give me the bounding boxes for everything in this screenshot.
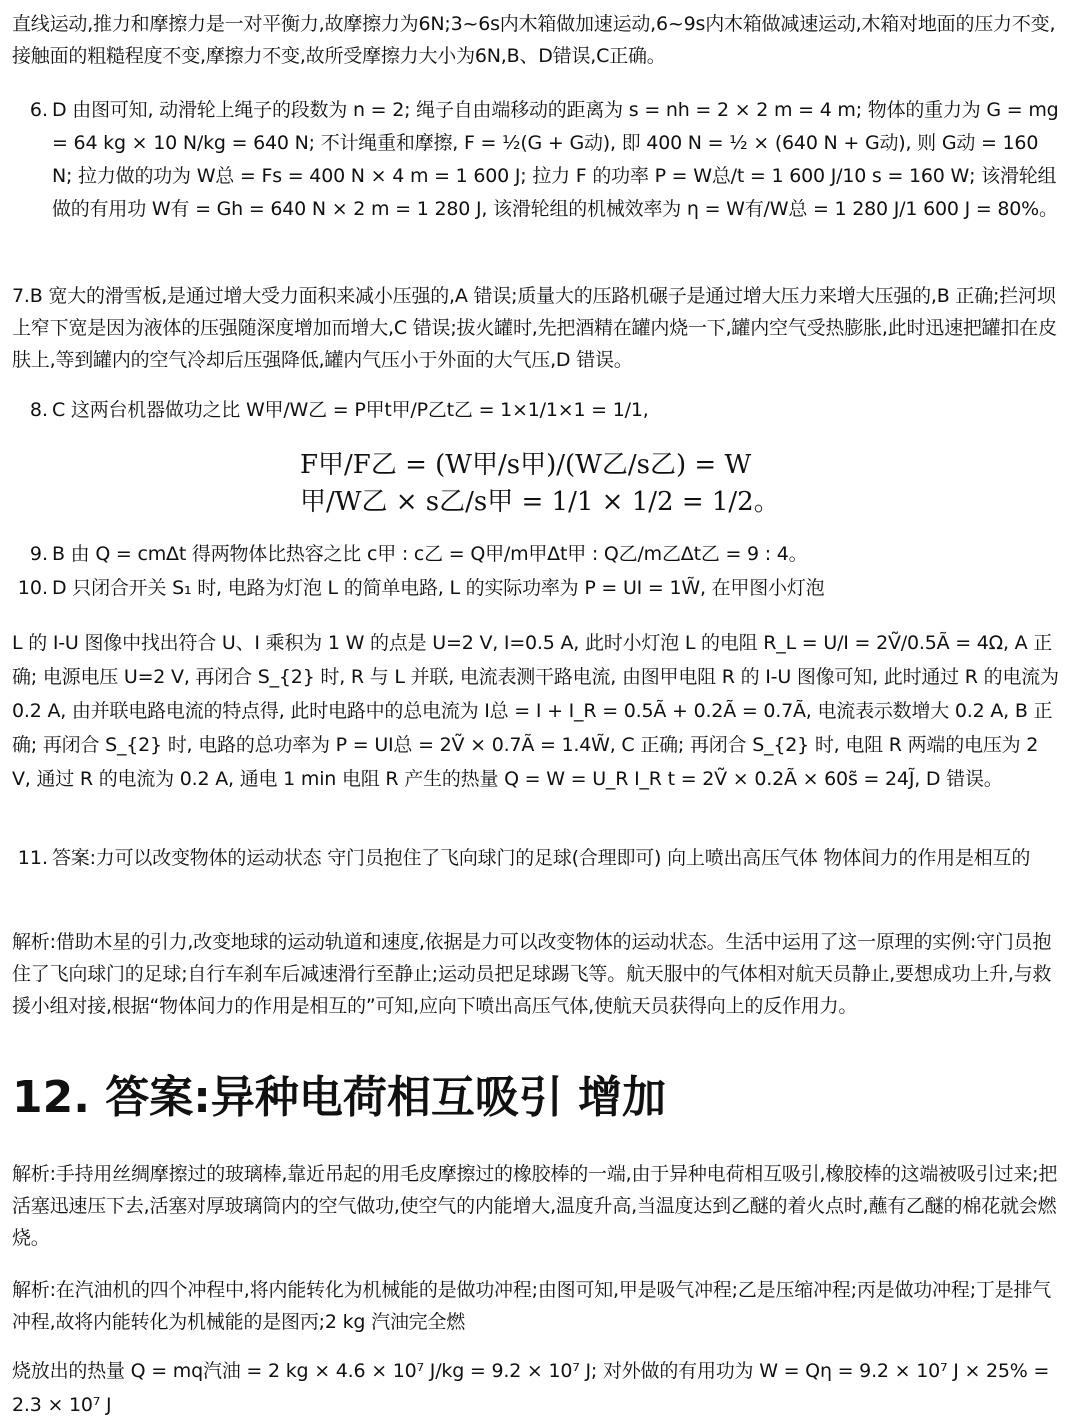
answer-8-work-ratio: C 这两台机器做功之比 W甲/W乙 = P甲t甲/P乙t乙 = 1×1/1×1 = 1/1, — [52, 399, 649, 421]
analysis-11: 解析:借助木星的引力,改变地球的运动轨道和速度,依据是力可以改变物体的运动状态。生活中运用了这一原理的实例:守门员抱住了飞向球门的足球;自行车刹车后减速滑行至静止;运动员把足球踢飞等。航天服中的气体相对航天员静止,要想成功上升,与救援小组对接,根据“物体间力的作用是相互的”可知,应向下喷出高压气体,使航天员获得向上的反作用力。 — [12, 931, 1052, 1017]
answer-11: 答案:力可以改变物体的运动状态 守门员抱住了飞向球门的足球(合理即可) 向上喷出高压气体 物体间力的作用是相互的 — [52, 847, 1031, 869]
item-number-10: 10. — [17, 577, 48, 599]
item-number-8: 8. — [29, 399, 48, 421]
item-number-6: 6. — [29, 99, 48, 121]
item-number-11: 11. — [17, 847, 48, 869]
paragraph-friction: 直线运动,推力和摩擦力是一对平衡力,故摩擦力为6N;3~6s内木箱做加速运动,6~9s内木箱做减速运动,木箱对地面的压力不变,接触面的粗糙程度不变,摩擦力不变,故所受摩擦力大小为6N,B、D错误,C正确。 — [12, 13, 1056, 67]
analysis-12: 解析:手持用丝绸摩擦过的玻璃棒,靠近吊起的用毛皮摩擦过的橡胶棒的一端,由于异种电荷相互吸引,橡胶棒的这端被吸引过来;把活塞迅速压下去,活塞对厚玻璃筒内的空气做功,使空气的内能增大,温度升高,当温度达到乙醚的着火点时,蘸有乙醚的棉花就会燃烧。 — [12, 1163, 1058, 1249]
answer-7-pressure: 7.B 宽大的滑雪板,是通过增大受力面积来减小压强的,A 错误;质量大的压路机碾子是通过增大压力来增大压强的,B 正确;拦河坝上窄下宽是因为液体的压强随深度增加而增大,C 错误;拔火罐时,先把酒精在罐内烧一下,罐内空气受热膨胀,此时迅速把罐扣在皮肤上,等到罐内的空气冷却后压强降低,罐内气压小于外面的大气压,D 错误。 — [12, 285, 1057, 371]
answer-10-circuit: D 只闭合开关 S₁ 时, 电路为灯泡 L 的简单电路, L 的实际功率为 P = UI = 1W̃, 在甲图小灯泡 — [52, 577, 825, 599]
paragraph-heat-calculation: 烧放出的热量 Q = mq汽油 = 2 kg × 4.6 × 10⁷ J/kg = 9.2 × 10⁷ J; 对外做的有用功为 W = Qη = 9.2 × 10⁷ J × 25% = 2.3 × 10⁷ J — [12, 1360, 1050, 1416]
item-number-9: 9. — [29, 543, 48, 565]
analysis-13: 解析:在汽油机的四个冲程中,将内能转化为机械能的是做功冲程;由图可知,甲是吸气冲程;乙是压缩冲程;丙是做功冲程;丁是排气冲程,故将内能转化为机械能的是图丙;2 kg 汽油完全燃 — [12, 1279, 1052, 1333]
answer-9-specific-heat: B 由 Q = cmΔt 得两物体比热容之比 c甲 : c乙 = Q甲/m甲Δt甲 : Q乙/m乙Δt乙 = 9 : 4。 — [52, 543, 808, 565]
answer-6-pulley: D 由图可知, 动滑轮上绳子的段数为 n = 2; 绳子自由端移动的距离为 s = nh = 2 × 2 m = 4 m; 物体的重力为 G = mg = 64 kg × 10 N/kg = 640 N; 不计绳重和摩擦, F = ½(G + G动), 即 400 N = ½ × (640 N + G动), 则 G动 = 160 N; 拉力做的功为 W总 = Fs = 400 N × 4 m = 1 600 J; 拉力 F 的功率 P = W总/t = 1 600 J/10 s = 160 W; 该滑轮组做的有用功 W有 = Gh = 640 N × 2 m = 1 280 J, 该滑轮组的机械效率为 η = W有/W总 = 1 280 J/1 600 J = 80%。 — [52, 99, 1059, 220]
paragraph-circuit-detail: L 的 I-U 图像中找出符合 U、I 乘积为 1 W 的点是 U=2 V, I=0.5 A, 此时小灯泡 L 的电阻 R_L = U/I = 2Ṽ/0.5Ã = 4Ω, A 正确; 电源电压 U=2 V, 再闭合 S_{2} 时, R 与 L 并联, 电流表测干路电流, 由图甲电阻 R 的 I-U 图像可知, 此时通过 R 的电流为 0.2 A, 由并联电路电流的特点得, 此时电路中的总电流为 I总 = I + I_R = 0.5Ã + 0.2Ã = 0.7Ã, 电流表示数增大 0.2 A, B 正确; 再闭合 S_{2} 时, 电路的总功率为 P = UI总 = 2Ṽ × 0.7Ã = 1.4W̃, C 正确; 再闭合 S_{2} 时, 电阻 R 两端的电压为 2 V, 通过 R 的电流为 0.2 A, 通电 1 min 电阻 R 产生的热量 Q = W = U_R I_R t = 2Ṽ × 0.2Ã × 60s̃ = 24J̃, D 错误。 — [12, 632, 1059, 790]
formula-force-ratio: F甲/F乙 = (W甲/s甲)/(W乙/s乙) = W甲/W乙 × s乙/s甲 = 1/1 × 1/2 = 1/2。 — [300, 450, 780, 517]
answer-12-heading: 12. 答案:异种电荷相互吸引 增加 — [12, 1072, 667, 1123]
